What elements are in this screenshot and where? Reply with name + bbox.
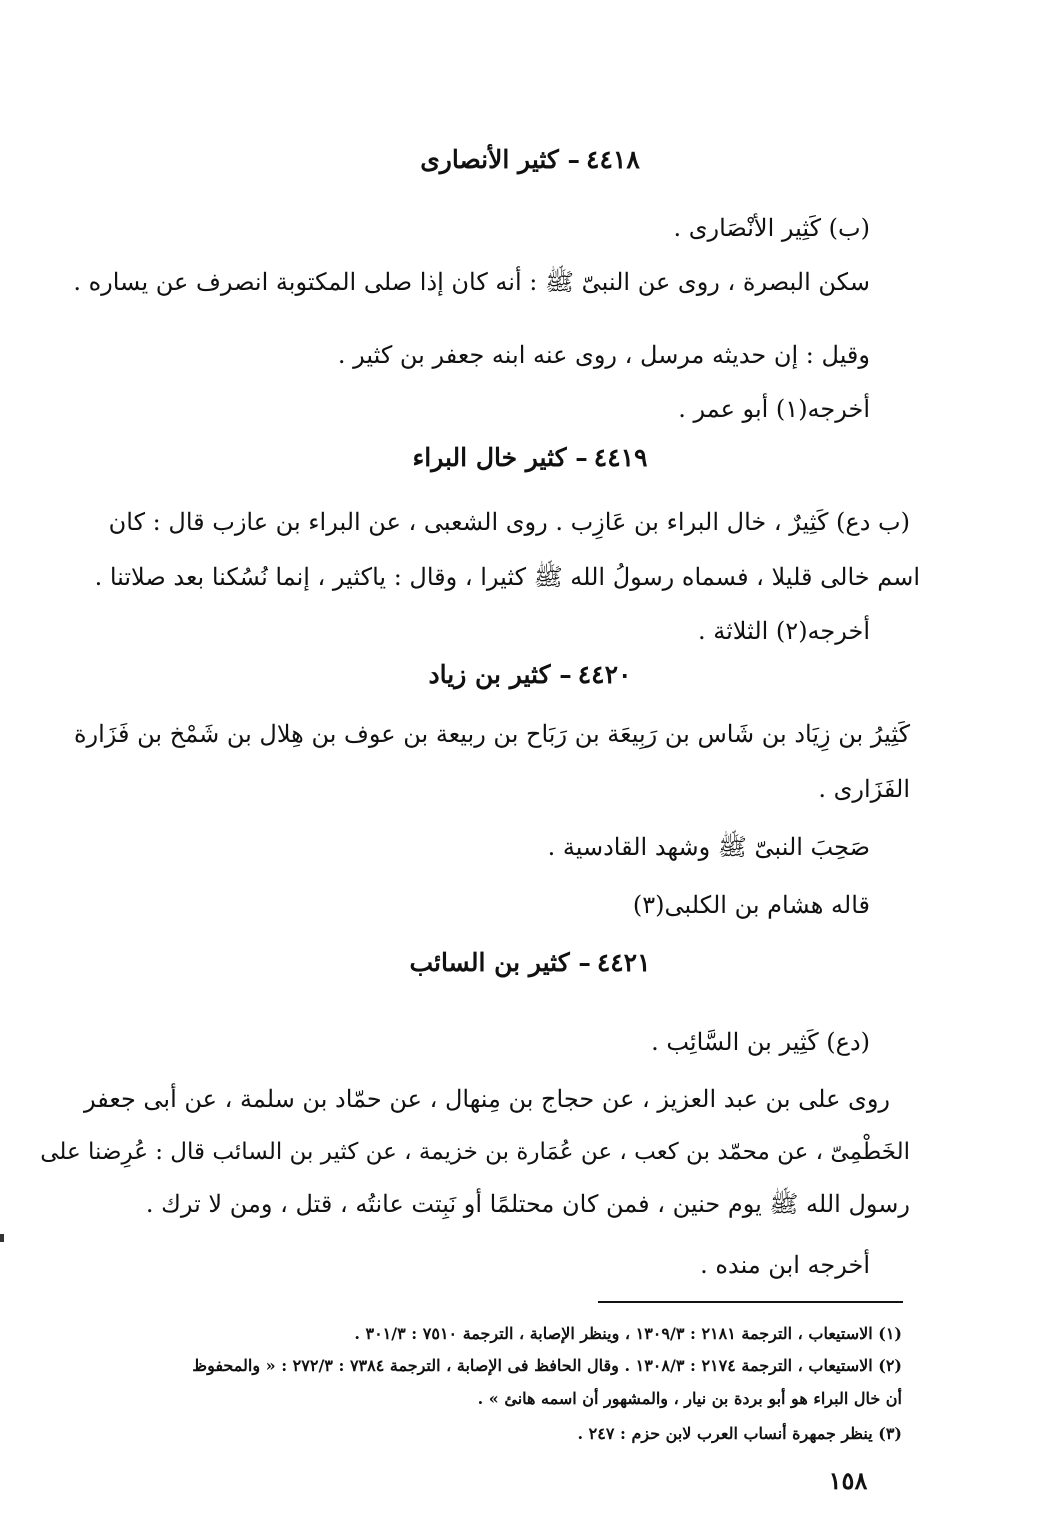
entry-number: ٤٤١٩ xyxy=(593,443,648,472)
footnote: (٣) ينظر جمهرة أنساب العرب لابن حزم : ٢٤٧ . xyxy=(577,1424,902,1443)
entry-line: الخَطْمِىّ ، عن محمّد بن كعب ، عن عُمَارة بن خزيمة ، عن كثير بن السائب قال : عُرِضنا على xyxy=(40,1139,910,1165)
entry-line: (ب دع) كَثِيرٌ ، خال البراء بن عَازِب . روى الشعبى ، عن البراء بن عازب قال : كان xyxy=(108,508,910,536)
footnote-divider xyxy=(598,1301,903,1303)
entry-number: ٤٤٢١ xyxy=(596,948,651,977)
page-number: ١٥٨ xyxy=(828,1466,868,1495)
entry-line: (ب) كَثِير الأنْصَارى . xyxy=(673,214,870,242)
entry-heading: ٤٤٢٠– كثير بن زياد xyxy=(428,660,632,689)
entry-line: روى على بن عبد العزيز ، عن حجاج بن مِنهال ، عن حمّاد بن سلمة ، عن أبى جعفر xyxy=(84,1085,890,1113)
entry-heading: ٤٤١٩– كثير خال البراء xyxy=(412,443,648,472)
footnote: (١) الاستيعاب ، الترجمة ٢١٨١ : ١٣٠٩/٣ ، وينظر الإصابة ، الترجمة ٧٥١٠ : ٣٠١/٣ . xyxy=(354,1324,902,1343)
entry-line: سكن البصرة ، روى عن النبىّ ﷺ : أنه كان إذا صلى المكتوبة انصرف عن يساره . xyxy=(73,268,870,296)
entry-line: (دع) كَثِير بن السَّائِب . xyxy=(651,1028,870,1056)
entry-line: قاله هشام بن الكلبى(٣) xyxy=(632,891,870,919)
entry-heading: ٤٤٢١– كثير بن السائب xyxy=(409,948,651,977)
entry-number: ٤٤٢٠ xyxy=(577,660,632,689)
entry-line: وقيل : إن حديثه مرسل ، روى عنه ابنه جعفر بن كثير . xyxy=(337,341,870,369)
entry-title: كثير بن السائب xyxy=(409,948,570,977)
entry-title: كثير خال البراء xyxy=(412,443,567,472)
entry-line: اسم خالى قليلا ، فسماه رسولُ الله ﷺ كثيرا ، وقال : ياكثير ، إنما نُسُكنا بعد صلاتنا . xyxy=(94,563,920,591)
footnote: (٢) الاستيعاب ، الترجمة ٢١٧٤ : ١٣٠٨/٣ . وقال الحافظ فى الإصابة ، الترجمة ٧٣٨٤ : ٢٧٢/٣ : « والمحفوظ xyxy=(192,1356,902,1375)
entry-line: أخرجه(٢) الثلاثة . xyxy=(697,617,870,645)
entry-line: كَثِيرُ بن زِيَاد بن شَاس بن رَبِيعَة بن رَبَاح بن ربيعة بن عوف بن هِلال بن شَمْخ بن فَزَارة xyxy=(73,720,910,748)
entry-line: رسول الله ﷺ يوم حنين ، فمن كان محتلمًا أو نَبِتت عانتُه ، قتل ، ومن لا ترك . xyxy=(145,1190,910,1218)
entry-line: أخرجه ابن منده . xyxy=(700,1251,870,1279)
entry-line: أخرجه(١) أبو عمر . xyxy=(678,395,870,423)
entry-heading: ٤٤١٨– كثير الأنصارى xyxy=(420,145,640,174)
entry-number: ٤٤١٨ xyxy=(586,145,640,174)
entry-line: صَحِبَ النبىّ ﷺ وشهد القادسية . xyxy=(547,833,870,861)
entry-title: كثير بن زياد xyxy=(428,660,551,689)
entry-title: كثير الأنصارى xyxy=(420,145,559,174)
entry-line: الفَزَارى . xyxy=(818,775,910,803)
footnote: أن خال البراء هو أبو بردة بن نيار ، والمشهور أن اسمه هانئ » . xyxy=(477,1389,902,1408)
scan-edge-mark xyxy=(0,1234,4,1242)
